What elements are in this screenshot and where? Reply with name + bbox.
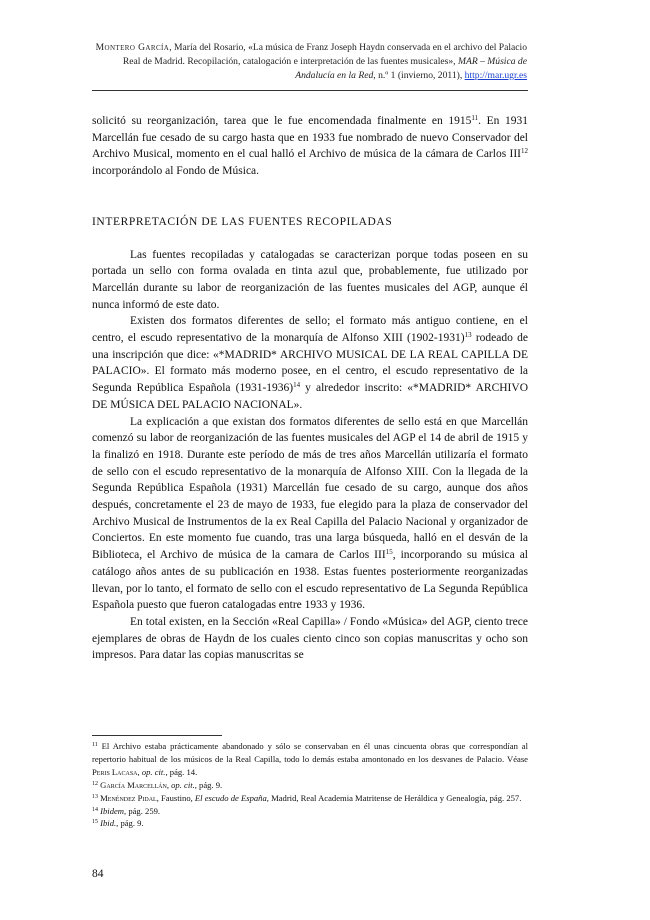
footnote-11-text: El Archivo estaba prácticamente abandonado y sólo se conservaban en él unas cincuenta obras que correspondían al repertorio habitual de los músicos de la Real Capilla, todo lo demás estaba amontonado en los desvanes de Palacio. Véase — [92, 741, 528, 764]
footnote-15 — [92, 817, 528, 830]
footnote-12 — [92, 779, 528, 792]
footnote-13-text-b: , Madrid, Real Academia Matritense de Heráldica y Genealogía, pág. 257. — [266, 792, 522, 803]
footnotes — [92, 740, 528, 830]
paragraph-4-text-a: La explicación a que existan dos formatos diferentes de sello está en que Marcellán comenzó su labor de reorganización de las fuentes musicales del AGP el 14 de abril de 1915 y la finalizó en 1918. Durante este período de más de tres años Marcellán utilizaría el formato de sello con el escudo representativo de la monarquía de Alfonso XIII. Con la llegada de la Segunda República Española (1931) Marcellán fue cesado de su cargo, aunque dos años después, concretamente el 23 de mayo de 1933, fue elegido para la plaza de conservador del Archivo Musical de Instrumentos de la ex Real Capilla del Palacio Nacional y organizador de Conciertos. En este momento fue cuando, tras una larga búsqueda, halló en el desván de la Biblioteca, el Archivo de música de la camara de Carlos III — [92, 415, 528, 562]
footnote-12-sep: , — [166, 779, 172, 790]
paragraph-3-text-c: y alrededor inscrito: «*MADRID* ARCHIVO DE MÚSICA DEL PALACIO NACIONAL». — [92, 382, 528, 411]
footnote-12-page: , pág. 9. — [194, 779, 223, 790]
paragraph-1 — [92, 113, 528, 180]
footnote-number-11: 11 — [92, 742, 98, 748]
header-url-link[interactable]: http://mar.ugr.es — [464, 70, 527, 81]
footnote-14-ibidem: Ibidem — [98, 805, 125, 816]
footnote-11-op-cit: op. cit. — [141, 766, 166, 777]
running-header — [95, 41, 527, 83]
footnote-number-13: 13 — [92, 793, 98, 800]
paragraph-3 — [92, 313, 528, 413]
header-citation-b: , n.º 1 (invierno, 2011), — [373, 70, 465, 81]
footnote-15-ibid: Ibid. — [98, 818, 117, 829]
footnote-15-page: , pág. 9. — [116, 818, 144, 829]
paragraph-3-text-a: Existen dos formatos diferentes de sello; el formato más antiguo contiene, en el centro, el escudo representativo de la monarquía de Alfonso XIII (1902-1931) — [92, 315, 528, 345]
paragraph-1-text-a: solicitó su reorganización, tarea que le fue encomendada finalmente en 1915 — [92, 115, 472, 127]
footnote-11-author: Peris Lacasa — [92, 766, 138, 777]
footnote-13-title: El escudo de España — [194, 792, 267, 803]
paragraph-4 — [92, 414, 528, 614]
footnote-ref-15[interactable]: 15 — [385, 548, 393, 557]
footnote-13-author: Menéndez Pidal — [98, 792, 157, 803]
footnote-13-text-a: , Faustino, — [156, 792, 195, 803]
header-citation-a: , María del Rosario, «La música de Franz Joseph Haydn conservada en el archivo del Palacio Real de Madrid. Recopilación, catalogación e interpretación de las fuentes musicales», — [122, 42, 527, 67]
footnote-14-page: , pág. 259. — [124, 805, 161, 816]
footnote-ref-14[interactable]: 14 — [293, 381, 301, 390]
paragraph-1-text-b: . En 1931 Marcellán fue cesado de su cargo hasta que en 1933 fue nombrado de nuevo Conservador del Archivo Musical, momento en el cual halló el Archivo de música de la cámara de Carlos III — [92, 115, 528, 161]
main-text — [92, 113, 528, 664]
paragraph-1-text-c: incorporándolo al Fondo de Música. — [92, 165, 260, 178]
paragraph-4-text-b: , incorporando su música al catálogo años antes de su publicación en 1938. Estas fuentes posteriormente reorganizadas llevan, por lo tanto, el formato de sello con el escudo representativo de La Segunda República Española puesto que fueron catalogadas entre 1933 y 1936. — [92, 549, 528, 612]
header-author-surname: Montero García — [95, 42, 170, 53]
section-title: INTERPRETACIÓN DE LAS FUENTES RECOPILADAS — [92, 215, 393, 228]
page-number: 84 — [92, 868, 104, 880]
paragraph-3-text-b: rodeado de una inscripción que dice: «*MADRID* ARCHIVO MUSICAL DE LA REAL CAPILLA DE PALACIO». El formato más moderno posee, en el centro, el escudo representativo de la Segunda República Española (1931-1936) — [92, 332, 528, 395]
footnote-number-12: 12 — [92, 780, 98, 787]
footnote-number-15: 15 — [92, 819, 98, 826]
footnote-ref-12[interactable]: 12 — [521, 147, 528, 156]
paragraph-5: En total existen, en la Sección «Real Capilla» / Fondo «Música» del AGP, ciento trece ejemplares de obras de Haydn de los cuales ciento cinco son copias manuscritas y ocho son impresos. Para datar las copias manuscritas se — [92, 615, 528, 662]
footnote-ref-13[interactable]: 13 — [464, 331, 472, 340]
footnote-13 — [92, 792, 528, 805]
footnote-11-page: , pág. 14. — [165, 766, 198, 777]
header-divider — [92, 90, 528, 91]
paragraph-2: Las fuentes recopiladas y catalogadas se caracterizan porque todas poseen en su portada un sello con forma ovalada en tinta azul que, probablemente, fue utilizado por Marcellán durante su labor de reorganización de las fuentes musicales del AGP, aunque él nunca informó de este dato. — [92, 248, 528, 311]
footnote-number-14: 14 — [92, 806, 98, 813]
footnote-12-op-cit: op. cit. — [171, 779, 195, 790]
footnote-ref-11[interactable]: 11 — [471, 114, 479, 122]
footnote-11 — [92, 740, 528, 779]
footnote-12-author: García Marcellán — [98, 779, 167, 790]
header-journal-title: MAR – Música de Andalucía en la Red — [295, 56, 527, 81]
footnote-11-sep: , — [137, 766, 142, 777]
footnote-14 — [92, 805, 528, 818]
footnote-divider — [92, 735, 222, 736]
